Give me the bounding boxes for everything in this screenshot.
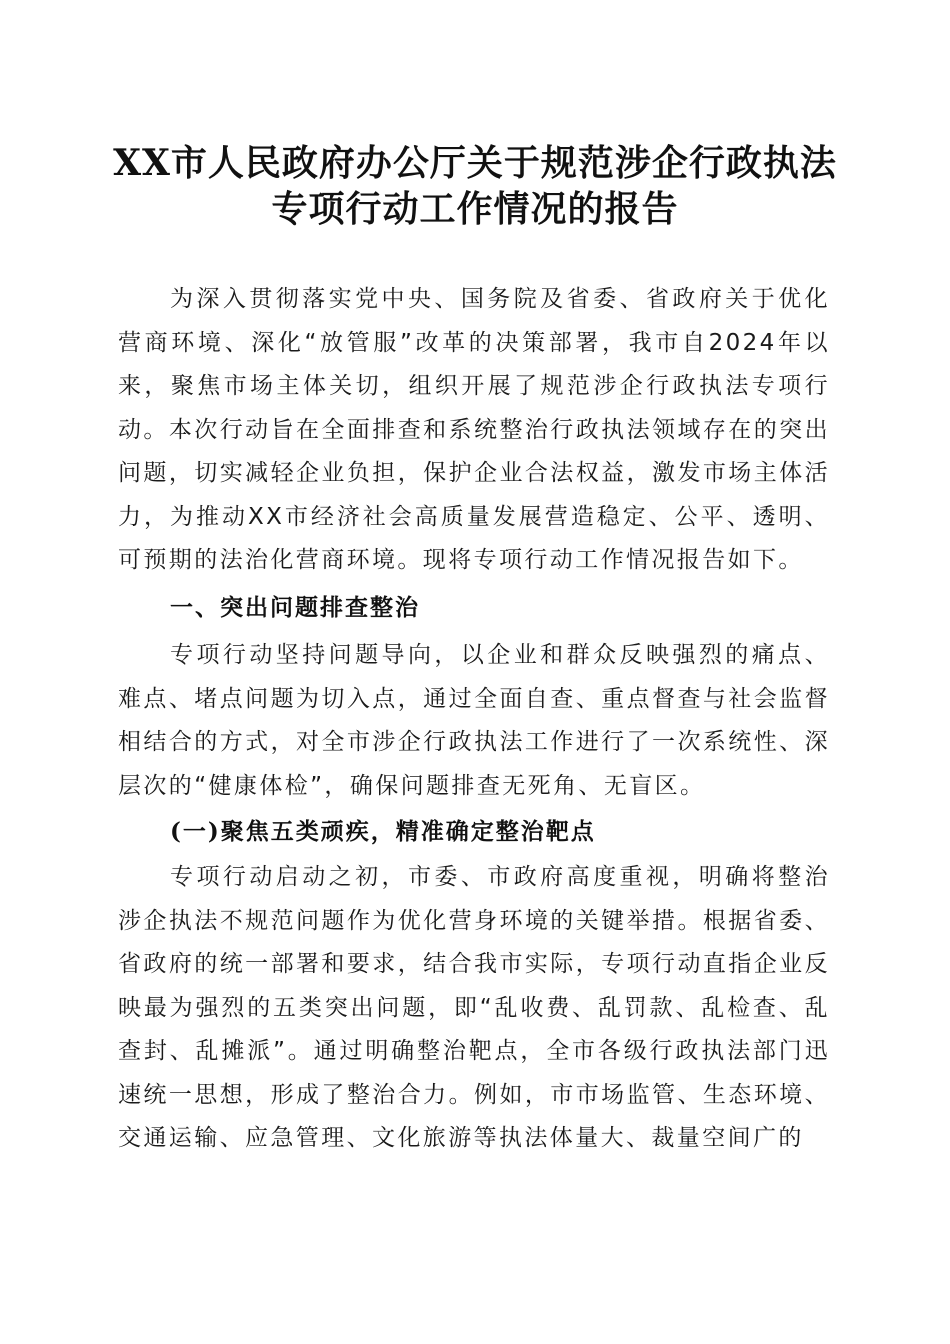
subsection-1-paragraph: 专项行动启动之初，市委、市政府高度重视，明确将整治涉企执法不规范问题作为优化营身环境的关键举措。根据省委、省政府的统一部署和要求，结合我市实际，专项行动直指企业反映最为强烈的五类突出问题，即“乱收费、乱罚款、乱检查、乱查封、乱摊派”。通过明确整治靶点，全市各级行政执法部门迅速统一思想，形成了整治合力。例如，市市场监管、生态环境、交通运输、应急管理、文化旅游等执法体量大、裁量空间广的 bbox=[118, 864, 830, 1151]
subsection-heading-1: (一)聚焦五类顽疾，精准确定整治靶点 bbox=[170, 818, 596, 845]
document-title-line-1: XX市人民政府办公厅关于规范涉企行政执法 bbox=[113, 142, 837, 184]
intro-paragraph: 为深入贯彻落实党中央、国务院及省委、省政府关于优化营商环境、深化“放管服”改革的决策部署，我市自2024年以来，聚焦市场主体关切，组织开展了规范涉企行政执法专项行动。本次行动旨在全面排查和系统整治行政执法领域存在的突出问题，切实减轻企业负担，保护企业合法权益，激发市场主体活力，为推动XX市经济社会高质量发展营造稳定、公平、透明、可预期的法治化营商环境。现将专项行动工作情况报告如下。 bbox=[118, 286, 830, 573]
section-1-paragraph: 专项行动坚持问题导向，以企业和群众反映强烈的痛点、难点、堵点问题为切入点，通过全面自查、重点督查与社会监督相结合的方式，对全市涉企行政执法工作进行了一次系统性、深层次的“健康体检”，确保问题排查无死角、无盲区。 bbox=[118, 642, 830, 799]
section-heading-1: 一、突出问题排查整治 bbox=[170, 595, 420, 621]
document-title-line-2: 专项行动工作情况的报告 bbox=[271, 188, 679, 230]
